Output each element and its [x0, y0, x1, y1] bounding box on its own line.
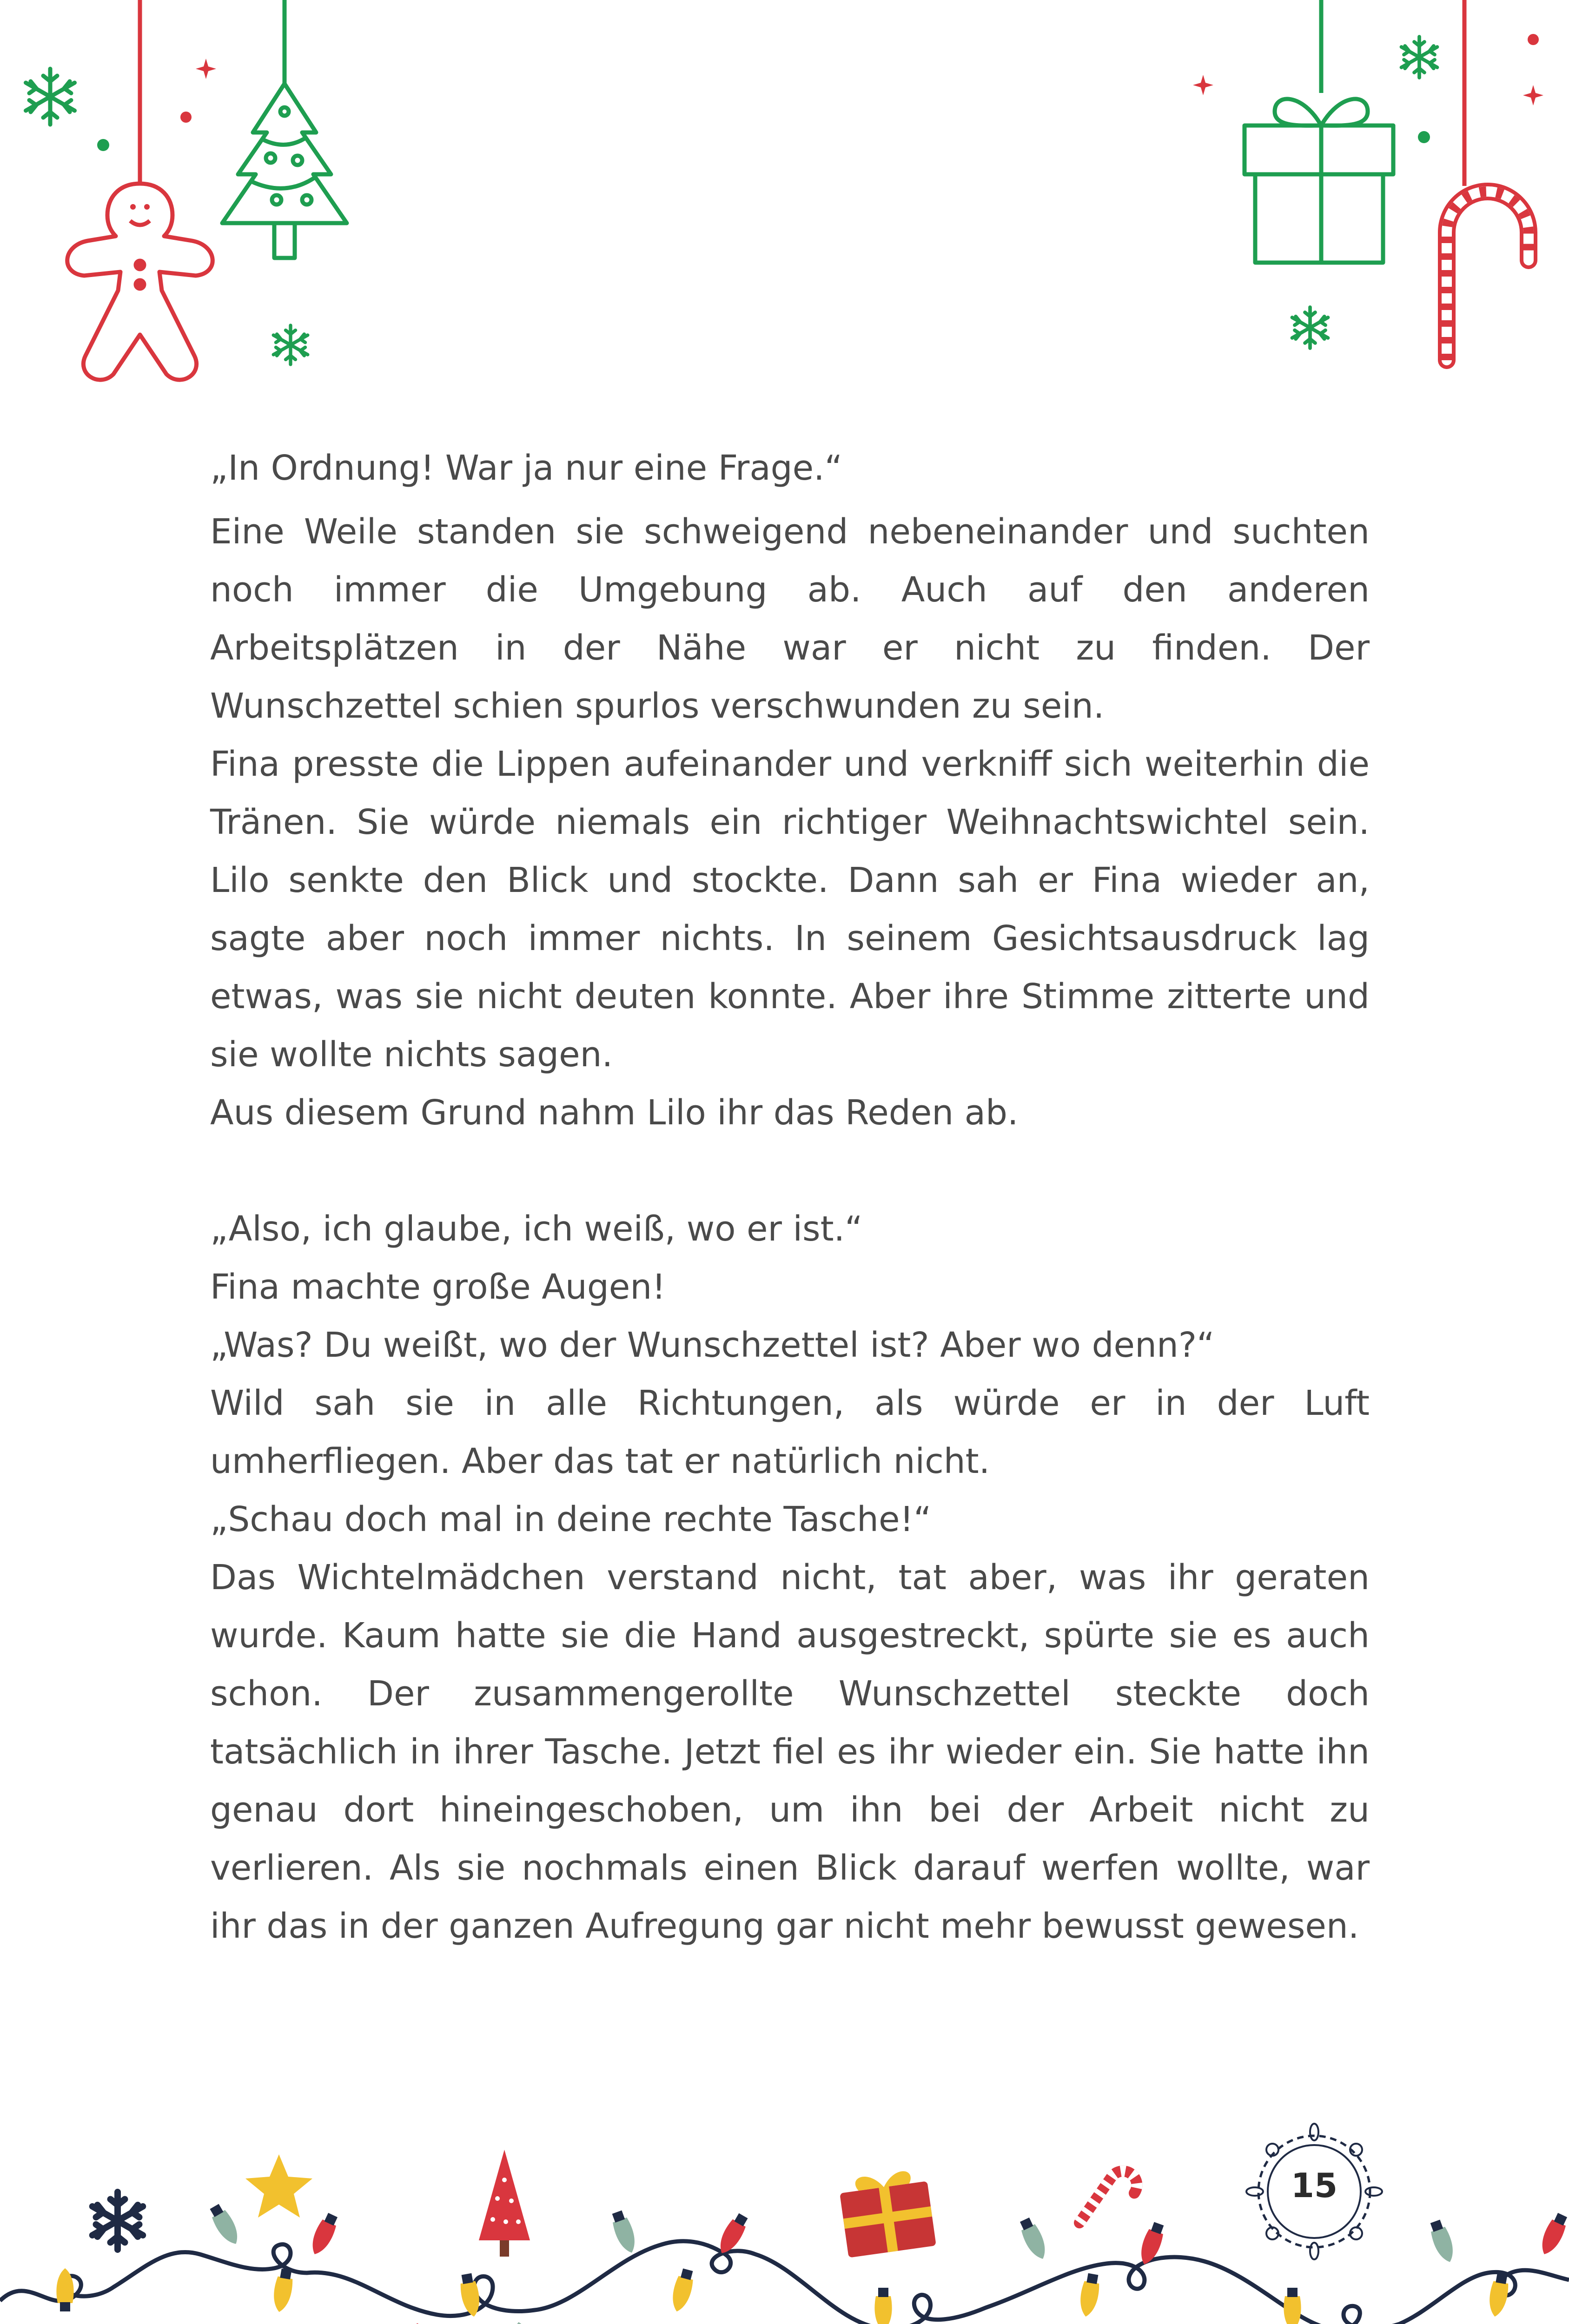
top-right-ornaments [1193, 0, 1543, 360]
dot-icon [1418, 131, 1430, 143]
dot-icon [97, 139, 109, 151]
string-lights-icon [0, 2241, 1569, 2324]
star-icon [245, 2154, 312, 2218]
light-bulb-icon [1486, 2272, 1511, 2318]
paragraph: Aus diesem Grund nahm Lilo ihr das Reden ab. [210, 1093, 1019, 1133]
story-text [210, 439, 1370, 1955]
snowflake-icon [1292, 307, 1328, 348]
light-bulb-icon [207, 2202, 244, 2248]
page-number: 15 [1291, 2166, 1338, 2205]
paragraph: Das Wichtelmädchen verstand nicht, tat aber, was ihr geraten wurde. Kaum hatte sie die Hand ausgestreckt, spürte sie es auch schon. Der zusammengerollte Wunschzettel steckte doch tatsächlich in ihrer Tasche. Jetzt fiel es ihr wieder ein. Sie hatte ihn genau dort hineingeschoben, um ihn bei der Arbeit nicht zu verlieren. Als sie nochmals einen Blick darauf werfen wollte, war ihr das in der ganzen Aufregung gar nicht mehr bewusst gewesen. [210, 1558, 1370, 1946]
christmas-tree-icon [479, 2150, 530, 2257]
dot-icon [1528, 34, 1539, 45]
sparkle-icon [1193, 75, 1213, 95]
sparkle-icon [196, 59, 216, 79]
light-bulb-icon [1536, 2212, 1569, 2258]
light-bulb-icon [271, 2268, 295, 2313]
gingerbread-man-ornament-icon [67, 0, 213, 380]
snowflake-icon [1402, 37, 1437, 78]
light-bulb-icon [1284, 2288, 1301, 2324]
light-bulb-icon [874, 2288, 892, 2324]
gift-icon [838, 2168, 936, 2258]
candy-cane-ornament-icon [1447, 0, 1529, 360]
paragraph: Fina presste die Lippen aufeinander und verkniff sich weiterhin die Tränen. Sie würde niemals ein richtiger Weihnachtswichtel sein. Lilo senkte den Blick und stockte. Dann sah er Fina wieder an, sagte aber noch immer nichts. In seinem Gesichtsausdruck lag etwas, was sie nicht deuten konnte. Aber ihre Stimme zitterte und sie wollte nichts sagen. [210, 744, 1370, 1075]
christmas-tree-ornament-icon [222, 0, 347, 258]
paragraph: Fina machte große Augen! [210, 1267, 666, 1307]
snowflake-icon [26, 69, 75, 125]
light-bulb-icon [1427, 2218, 1458, 2265]
paragraph: „Schau doch mal in deine rechte Tasche!“ [210, 1499, 932, 1539]
light-bulb-icon [609, 2209, 640, 2256]
light-bulb-icon [395, 2320, 426, 2324]
top-left-ornaments [26, 0, 347, 380]
snowflake-icon [273, 325, 308, 364]
sparkle-icon [1523, 85, 1543, 106]
light-bulb-icon [1077, 2272, 1102, 2318]
bottom-ornaments [0, 2124, 1569, 2324]
light-bulb-icon [669, 2267, 696, 2313]
light-bulb-icon [307, 2212, 341, 2258]
light-bulb-icon [510, 2321, 535, 2324]
paragraph: „In Ordnung! War ja nur eine Frage.“ [210, 448, 843, 488]
candy-cane-icon [1079, 2166, 1142, 2238]
snowflake-icon [93, 2192, 143, 2250]
gift-box-ornament-icon [1245, 0, 1393, 263]
paragraph: Wild sah sie in alle Richtungen, als würde er in der Luft umherfliegen. Aber das tat er natürlich nicht. [210, 1383, 1370, 1481]
paragraph: Eine Weile standen sie schweigend nebeneinander und suchten noch immer die Umgebung ab. Auch auf den anderen Arbeitsplätzen in der Nähe war er nicht zu finden. Der Wunschzettel schien spurlos verschwunden zu sein. [210, 512, 1370, 726]
paragraph: „Also, ich glaube, ich weiß, wo er ist.“ [210, 1209, 863, 1249]
dot-icon [180, 112, 192, 123]
light-bulb-icon [1017, 2216, 1051, 2263]
paragraph: „Was? Du weißt, wo der Wunschzettel ist? Aber wo denn?“ [210, 1325, 1215, 1365]
